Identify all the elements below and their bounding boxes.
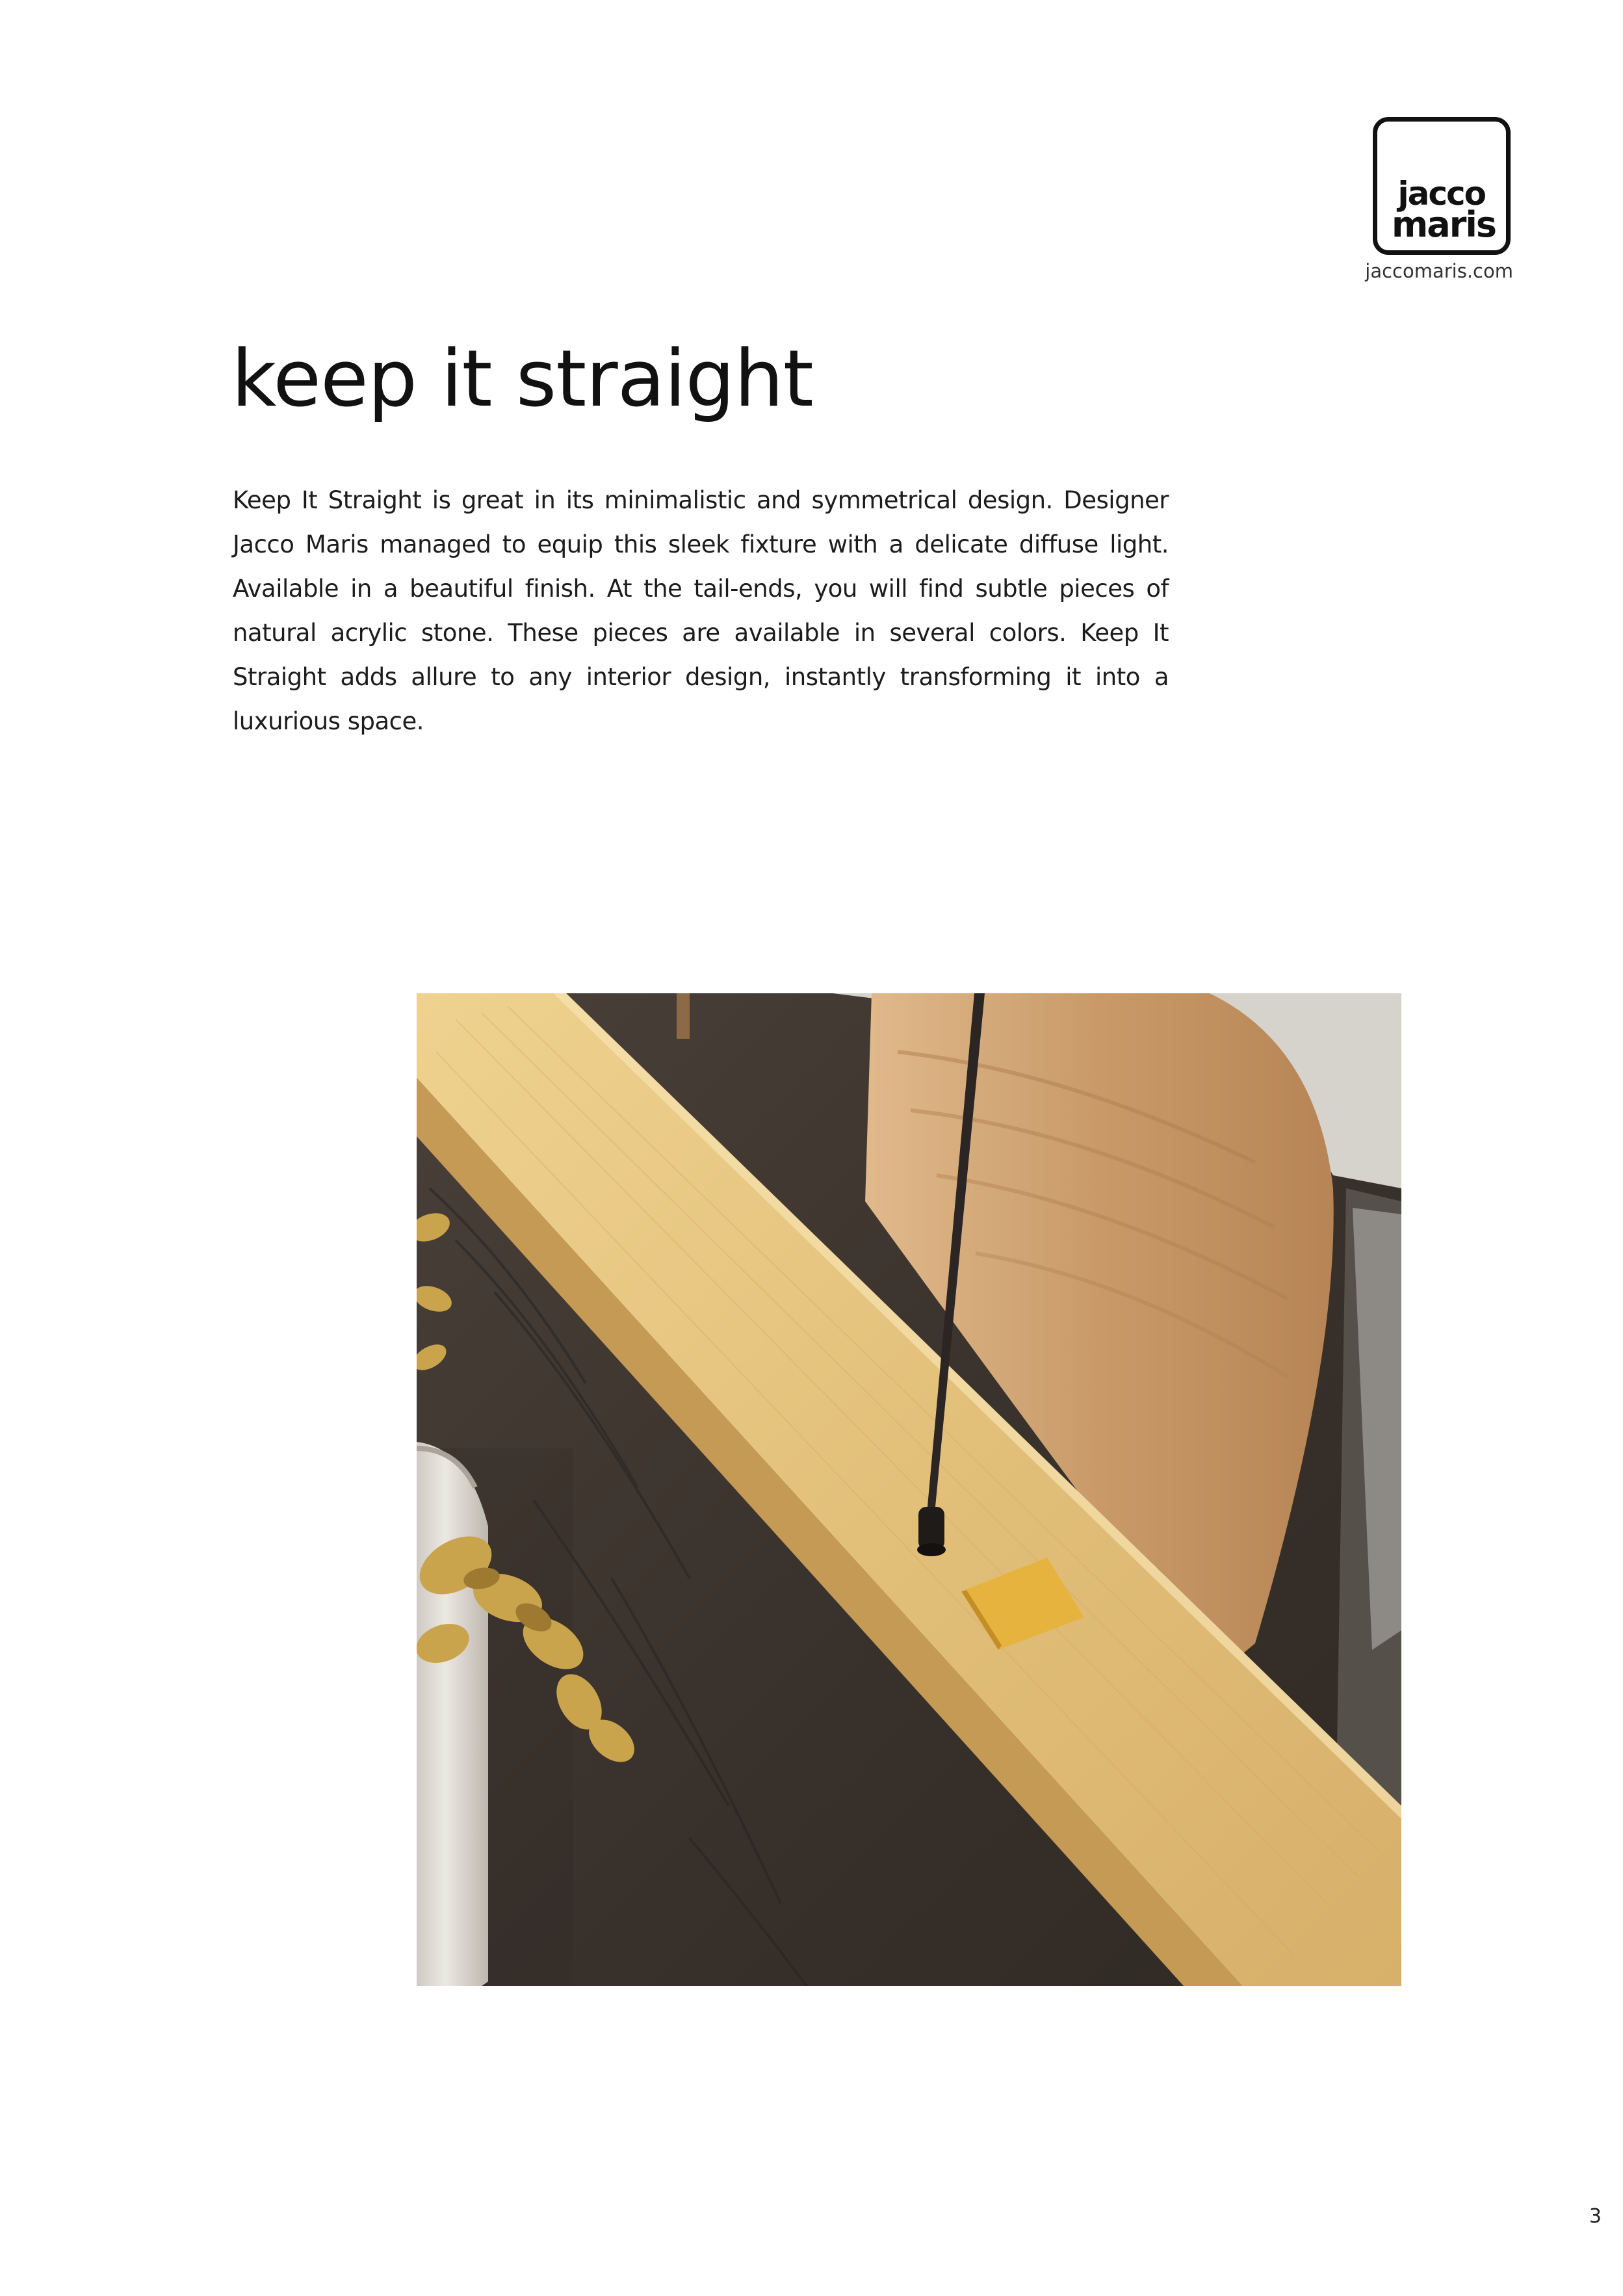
- product-photo: [417, 993, 1401, 1986]
- logo-line-jacco: jacco: [1397, 175, 1485, 213]
- brand-logo: [1373, 117, 1511, 255]
- brand-logo-wordmark: [1392, 175, 1496, 246]
- logo-line-maris: maris: [1392, 204, 1496, 246]
- page-title: keep it straight: [231, 334, 813, 424]
- page-number: 3: [1589, 2205, 1602, 2228]
- product-description: Keep It Straight is great in its minimalistic and symmetrical design. Designer Jacco Maris managed to equip this sleek fixture with a delicate diffuse light. Available in a beautiful finish. At the tail-ends, you will find subtle pieces of natural acrylic stone. These pieces are available in several colors. Keep It Straight adds allure to any interior design, instantly transforming it into a luxurious space.: [233, 486, 1169, 735]
- brand-url: jaccomaris.com: [1365, 260, 1513, 282]
- product-photo-illustration: [417, 993, 1401, 1986]
